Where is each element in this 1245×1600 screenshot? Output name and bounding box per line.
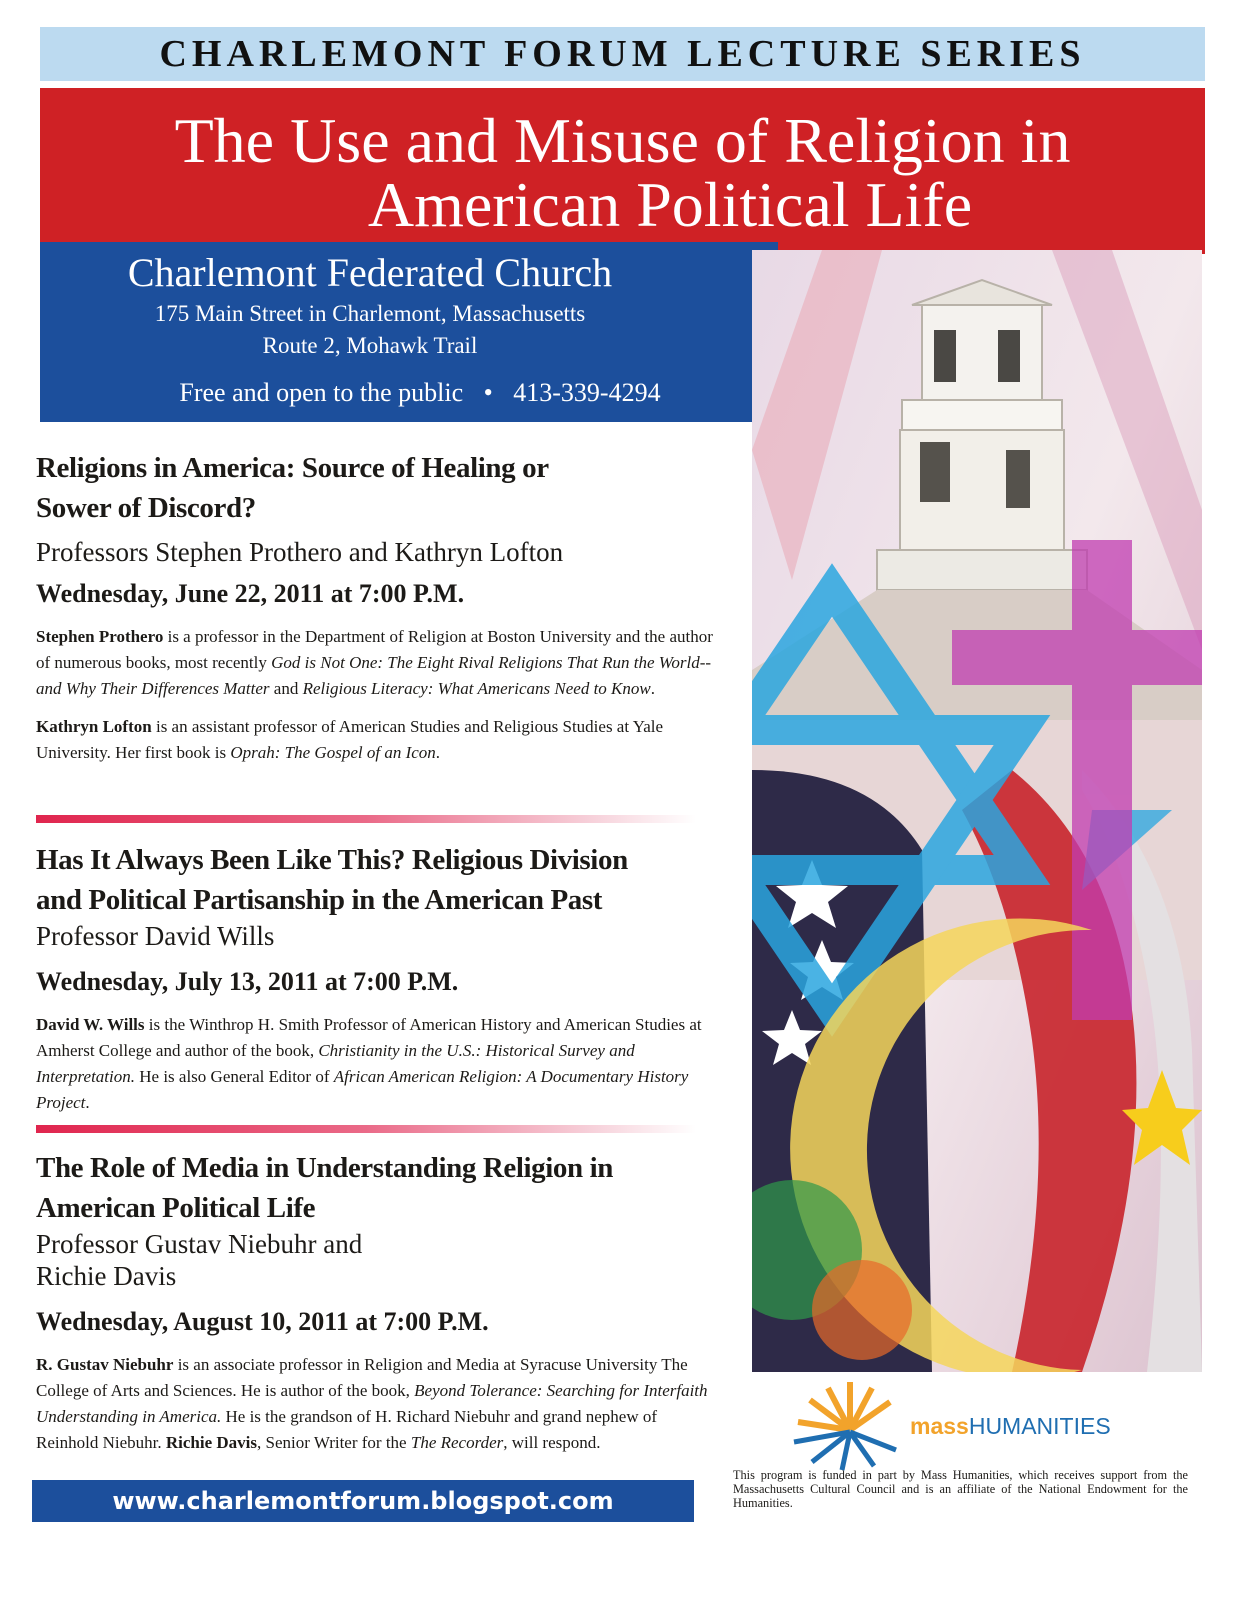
talk-1-title <box>36 448 716 528</box>
title-banner <box>40 88 1205 254</box>
mass-humanities-wordmark <box>910 1413 1111 1440</box>
talk-2-date: Wednesday, July 13, 2011 at 7:00 P.M. <box>36 967 459 996</box>
talk-2-title-line-1: Has It Always Been Like This? Religious Division <box>36 844 628 876</box>
section-divider-2 <box>36 1125 696 1133</box>
bio-name: Stephen Prothero <box>36 627 164 646</box>
bio-name: Kathryn Lofton <box>36 717 152 736</box>
talk-3-title-line-1: The Role of Media in Understanding Religion in <box>36 1152 613 1184</box>
talk-1 <box>36 448 716 766</box>
venue-admission-line <box>90 378 750 408</box>
book-title: Christianity in the U.S.: Historical Survey and Interpretation. <box>36 1041 635 1086</box>
section-divider-1 <box>36 815 696 823</box>
wordmark-humanities: HUMANITIES <box>968 1413 1111 1439</box>
talk-3-speaker-line-1: Professor Gustav Niebuhr and <box>36 1229 363 1259</box>
bio-text: and <box>269 679 303 698</box>
book-title: Religious Literacy: What Americans Need to Know <box>302 679 651 698</box>
bio-text: is a professor in the Department of Religion at Boston University and the author of numerous books, most recently <box>36 627 713 672</box>
book-title: Beyond Tolerance: Searching for Interfaith Understanding in America. <box>36 1381 708 1426</box>
talk-3-speakers <box>36 1228 716 1292</box>
talk-1-date: Wednesday, June 22, 2011 at 7:00 P.M. <box>36 579 465 608</box>
talk-1-bio-1 <box>36 624 716 702</box>
talk-1-title-line-2: Sower of Discord? <box>36 492 256 524</box>
talk-2 <box>36 840 716 1116</box>
talk-1-title-line-1: Religions in America: Source of Healing or <box>36 452 549 484</box>
talk-2-title <box>36 840 716 920</box>
religious-symbols-illustration <box>752 250 1202 1372</box>
bio-name: David W. Wills <box>36 1015 145 1034</box>
main-title-line-1: The Use and Misuse of Religion in <box>174 105 1071 176</box>
bio-text: . <box>435 743 441 762</box>
wordmark-mass: mass <box>910 1413 969 1439</box>
talk-3-speaker-line-2: Richie Davis <box>36 1261 177 1291</box>
talk-1-speakers: Professors Stephen Prothero and Kathryn Lofton <box>36 537 564 567</box>
bio-name: R. Gustav Niebuhr <box>36 1355 174 1374</box>
venue-address: 175 Main Street in Charlemont, Massachusetts <box>154 301 586 326</box>
bio-text: is an associate professor in Religion and Media at Syracuse University The College of Arts and Sciences. He is author of the book, <box>36 1355 688 1400</box>
talk-3 <box>36 1148 716 1456</box>
venue-name: Charlemont Federated Church <box>127 250 613 295</box>
talk-2-bio-1 <box>36 1012 716 1116</box>
bio-name: Richie Davis <box>165 1433 257 1452</box>
main-title-line-2: American Political Life <box>367 169 973 240</box>
talk-2-title-line-2: and Political Partisanship in the American Past <box>36 884 603 916</box>
talk-3-bio-1 <box>36 1352 716 1456</box>
talk-1-bio-2 <box>36 714 716 766</box>
book-title: Oprah: The Gospel of an Icon <box>230 743 436 762</box>
book-title: God is Not One: The Eight Rival Religions That Run the World--and Why Their Differences Matter <box>36 653 712 698</box>
series-banner <box>40 27 1205 81</box>
talk-2-speakers: Professor David Wills <box>36 921 275 951</box>
talk-3-date: Wednesday, August 10, 2011 at 7:00 P.M. <box>36 1307 489 1336</box>
phone-number: 413-339-4294 <box>513 378 661 407</box>
bio-text: , will respond. <box>503 1433 601 1452</box>
website-banner <box>32 1480 694 1522</box>
website-link[interactable]: www.charlemontforum.blogspot.com <box>112 1487 614 1515</box>
bio-text: . <box>85 1093 90 1112</box>
bio-text: is an assistant professor of American Studies and Religious Studies at Yale University. Her first book is <box>36 717 664 762</box>
book-title: The Recorder <box>410 1433 504 1452</box>
bio-text: He is also General Editor of <box>135 1067 334 1086</box>
series-title: CHARLEMONT FORUM LECTURE SERIES <box>159 33 1086 75</box>
venue-banner <box>40 242 778 422</box>
illustration-svg <box>752 250 1202 1372</box>
book-title: African American Religion: A Documentary History Project <box>36 1067 689 1112</box>
funding-note: This program is funded in part by Mass Humanities, which receives support from the Massachusetts Cultural Council and is an affiliate of the National Endowment for the Humanities. <box>733 1468 1188 1510</box>
venue-route: Route 2, Mohawk Trail <box>262 333 478 358</box>
bio-text: , Senior Writer for the <box>257 1433 411 1452</box>
bullet-separator: • <box>483 378 493 407</box>
talk-3-title <box>36 1148 716 1228</box>
admission-text: Free and open to the public <box>179 378 464 407</box>
talk-3-title-line-2: American Political Life <box>36 1192 316 1224</box>
bio-text: He is the grandson of H. Richard Niebuhr and grand nephew of Reinhold Niebuhr. <box>36 1407 658 1452</box>
bio-text: is the Winthrop H. Smith Professor of American History and American Studies at Amherst College and author of the book, <box>36 1015 702 1060</box>
bio-text: . <box>650 679 655 698</box>
